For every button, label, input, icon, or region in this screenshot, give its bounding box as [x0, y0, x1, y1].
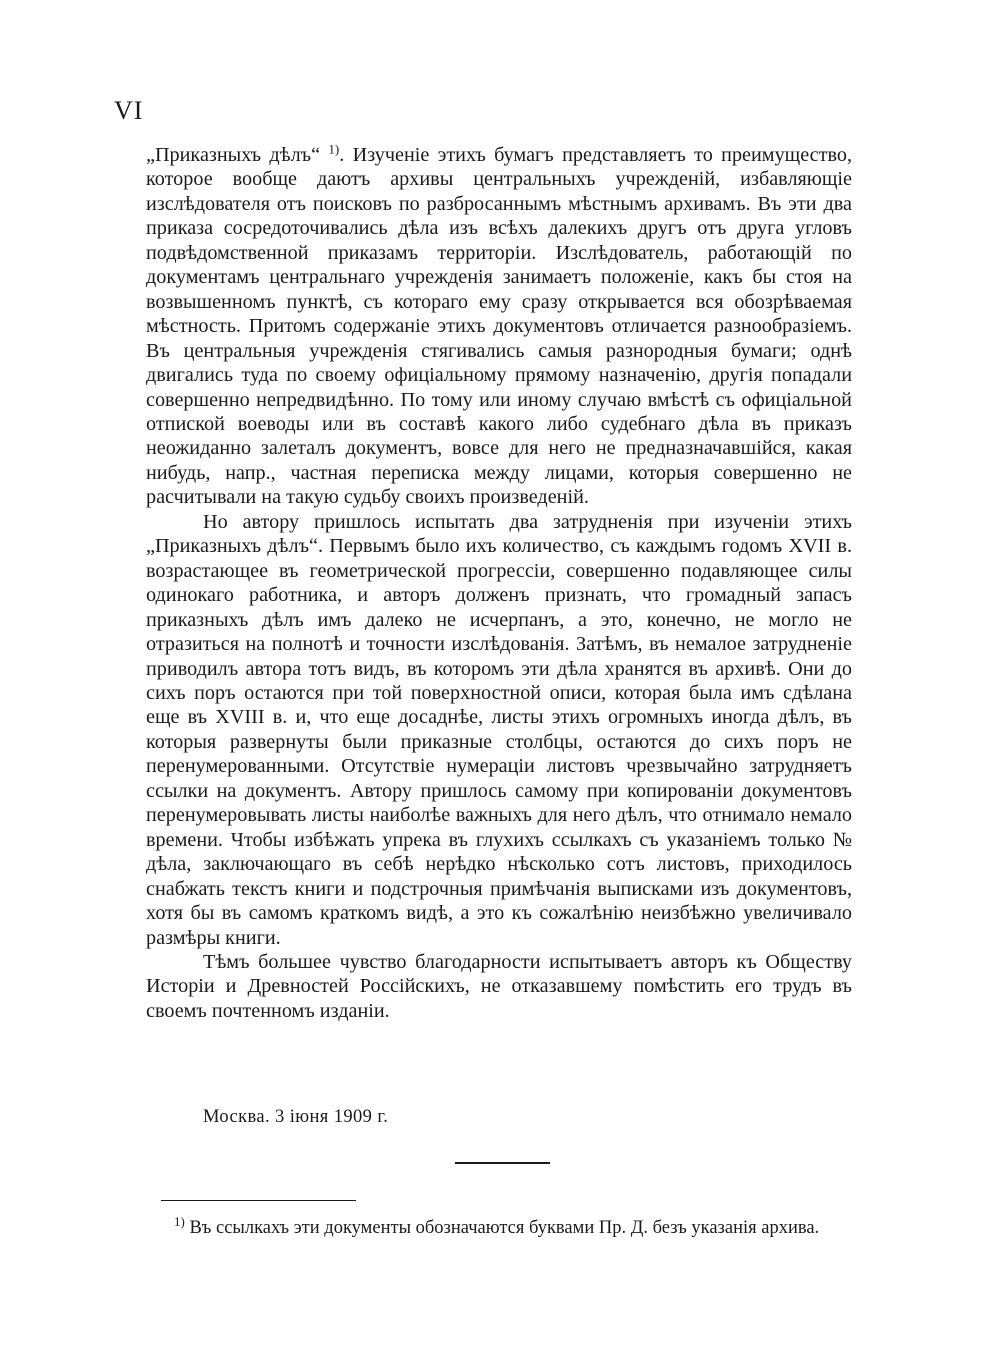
body-text	[146, 143, 852, 1023]
place-date-signature: Москва. 3 іюня 1909 г.	[203, 1107, 389, 1127]
paragraph-1-rest: . Изученіе этихъ бумагъ представляетъ то преимущество, которое вообще даютъ архивы центральныхъ учрежденій, избавляющіе изслѣдователя отъ поисковъ по разбросаннымъ мѣстнымъ архивамъ. Въ эти два приказа сосредоточивались дѣла изъ всѣхъ далекихъ другъ отъ друга угловъ подвѣдомственной приказамъ территоріи. Изслѣдователь, работающій по документамъ центральнаго учрежденія занимаетъ положеніе, какъ бы стоя на возвышенномъ пунктѣ, съ котораго ему сразу открывается вся обозрѣваемая мѣстность. Притомъ содержаніе этихъ документовъ отличается разнообразіемъ. Въ центральныя учрежденія стягивались самыя разнородныя бумаги; однѣ двигались туда по своему офиціальному прямому назначенію, другія попадали совершенно непредвидѣнно. По тому или иному случаю вмѣстѣ съ офиціальной отпиской воеводы или въ составѣ какого либо судебнаго дѣла въ приказъ неожиданно залеталъ документъ, вовсе для него не предназначавшійся, какая нибудь, напр., частная переписка между лицами, которыя совершенно не расчитывали на такую судьбу своихъ произведеній.	[146, 144, 852, 509]
paragraph-1-start: „Приказныхъ дѣлъ“	[146, 144, 329, 166]
footnote-separator-rule	[161, 1200, 356, 1201]
section-end-rule	[455, 1162, 550, 1164]
footnote-reference: 1)	[328, 141, 340, 157]
paragraph-1	[146, 143, 852, 510]
page-number: VI	[114, 96, 144, 125]
footnote-marker: 1)	[174, 1213, 185, 1229]
footnote-text: Въ ссылкахъ эти документы обозначаются буквами Пр. Д. безъ указанія архива.	[184, 1218, 820, 1238]
paragraph-2: Но автору пришлось испытать два затрудненія при изученіи этихъ „Приказныхъ дѣлъ“. Первымъ было ихъ количество, съ каждымъ годомъ XVII в. возрастающее въ геометрической прогрессіи, совершенно подавляющее силы одинокаго работника, и авторъ долженъ признать, что громадный запасъ приказныхъ дѣлъ имъ далеко не исчерпанъ, а это, конечно, не могло не отразиться на полнотѣ и точности изслѣдованія. Затѣмъ, въ немалое затрудненіе приводилъ автора тотъ видъ, въ которомъ эти дѣла хранятся въ архивѣ. Они до сихъ поръ остаются при той поверхностной описи, которая была имъ сдѣлана еще въ XVIII в. и, что еще досаднѣе, листы этихъ огромныхъ иногда дѣлъ, въ которыя развернуты были приказные столбцы, остаются до сихъ поръ не перенумерованными. Отсутствіе нумераціи листовъ чрезвычайно затрудняетъ ссылки на документъ. Автору пришлось самому при копированіи документовъ перенумеровывать листы наиболѣе важныхъ для него дѣлъ, что отнимало немало времени. Чтобы избѣжать упрека въ глухихъ ссылкахъ съ указаніемъ только № дѣла, заключающаго въ себѣ нерѣдко нѣсколько сотъ листовъ, приходилось снабжать текстъ книги и подстрочныя примѣчанія выписками изъ документовъ, хотя бы въ самомъ краткомъ видѣ, а это къ сожалѣнію неизбѣжно увеличивало размѣры книги.	[146, 510, 852, 949]
footnote	[161, 1213, 851, 1240]
paragraph-3: Тѣмъ большее чувство благодарности испытываетъ авторъ къ Обществу Исторіи и Древностей Россійскихъ, не отказавшему помѣстить его трудъ въ своемъ почтенномъ изданіи.	[146, 950, 852, 1022]
